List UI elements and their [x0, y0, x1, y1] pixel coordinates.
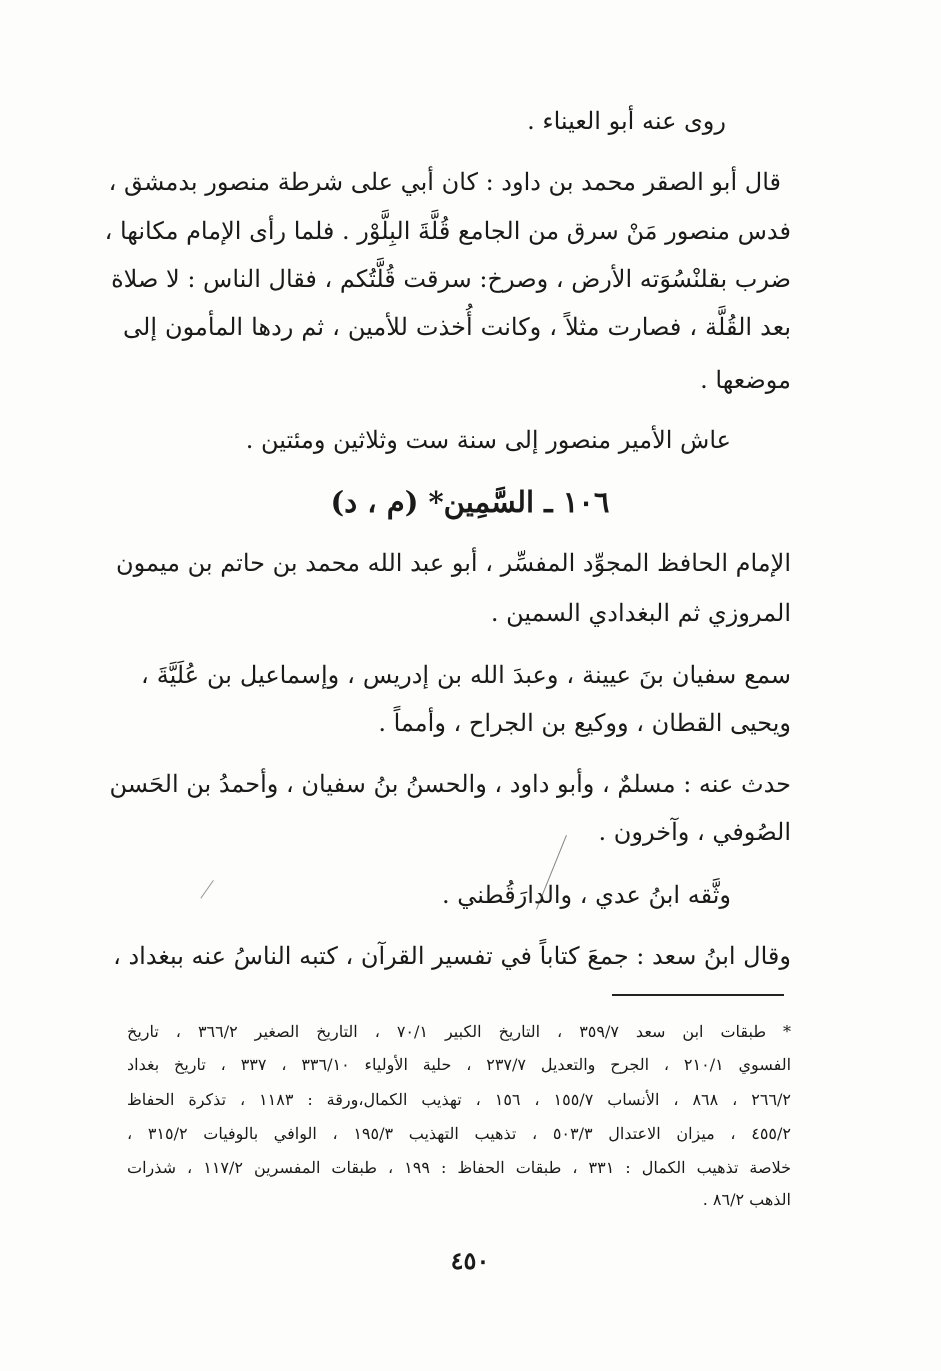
body-line-7: عاش الأمير منصور إلى سنة ست وثلاثين ومئتين .: [245, 426, 731, 454]
footnote-separator: [612, 994, 784, 996]
body-line-5: بعد القُلَّة ، فصارت مثلاً ، وكانت أُخذت للأمين ، ثم ردها المأمون إلى: [123, 313, 791, 341]
footnote-line-3: ٢٦٦/٢ ، ٨٦٨ ، الأنساب ١٥٥/٧ ، ١٥٦ ، تهذيب الكمال،ورقة : ١١٨٣ ، تذكرة الحفاظ: [127, 1090, 792, 1109]
footnote-line-4: ٤٥٥/٢ ، ميزان الاعتدال ٥٠٣/٣ ، تذهيب التهذيب ١٩٥/٣ ، الوافي بالوفيات ٣١٥/٢ ،: [127, 1124, 791, 1143]
entry-heading: ١٠٦ ـ السَّمِين* (م ، د): [330, 485, 610, 519]
entry-line-1: الإمام الحافظ المجوِّد المفسِّر ، أبو عبد الله محمد بن حاتم بن ميمون: [115, 549, 791, 577]
footnote-line-2: الفسوي ٢١٠/١ ، الجرح والتعديل ٢٣٧/٧ ، حلية الأولياء ٣٣٦/١٠ ، ٣٣٧ ، تاريخ بغداد: [127, 1055, 792, 1074]
scan-scratch: [200, 880, 213, 899]
footnote-line-1: * طبقات ابن سعد ٣٥٩/٧ ، التاريخ الكبير ٧٠/١ ، التاريخ الصغير ٣٦٦/٢ ، تاريخ: [127, 1022, 792, 1041]
body-line-3: فدس منصور مَنْ سرق من الجامع قُلَّةَ البِلَّوْر . فلما رأى الإمام مكانها ،: [104, 217, 791, 245]
page-number: ٤٥٠: [450, 1246, 490, 1275]
body-line-1: روى عنه أبو العيناء .: [527, 107, 726, 135]
entry-line-4: ويحيى القطان ، ووكيع بن الجراح ، وأمماً .: [378, 709, 791, 737]
entry-line-2: المروزي ثم البغدادي السمين .: [490, 599, 791, 627]
footnote-line-5: خلاصة تذهيب الكمال : ٣٣١ ، طبقات الحفاظ : ١٩٩ ، طبقات المفسرين ١١٧/٢ ، شذرات: [127, 1158, 792, 1177]
entry-line-5: حدث عنه : مسلمٌ ، وأبو داود ، والحسنُ بنُ سفيان ، وأحمدُ بن الحَسن: [109, 770, 791, 798]
footnote-line-6: الذهب ٨٦/٢ .: [702, 1190, 791, 1209]
entry-line-3: سمع سفيان بنَ عيينة ، وعبدَ الله بن إدريس ، وإسماعيل بن عُلَيَّةَ ،: [141, 661, 791, 689]
body-line-6: موضعها .: [700, 366, 791, 394]
body-line-4: ضرب بقلنْسُوَته الأرض ، وصرخ: سرقت قُلَّتُكم ، فقال الناس : لا صلاة: [111, 265, 791, 293]
entry-line-8: وقال ابنُ سعد : جمعَ كتاباً في تفسير القرآن ، كتبه الناسُ عنه ببغداد ،: [113, 942, 791, 970]
entry-line-6: الصُوفي ، وآخرون .: [598, 818, 791, 846]
body-line-2: قال أبو الصقر محمد بن داود : كان أبي على شرطة منصور بدمشق ،: [108, 168, 781, 196]
entry-line-7: وثَّقه ابنُ عدي ، والدارَقُطني .: [442, 881, 731, 909]
